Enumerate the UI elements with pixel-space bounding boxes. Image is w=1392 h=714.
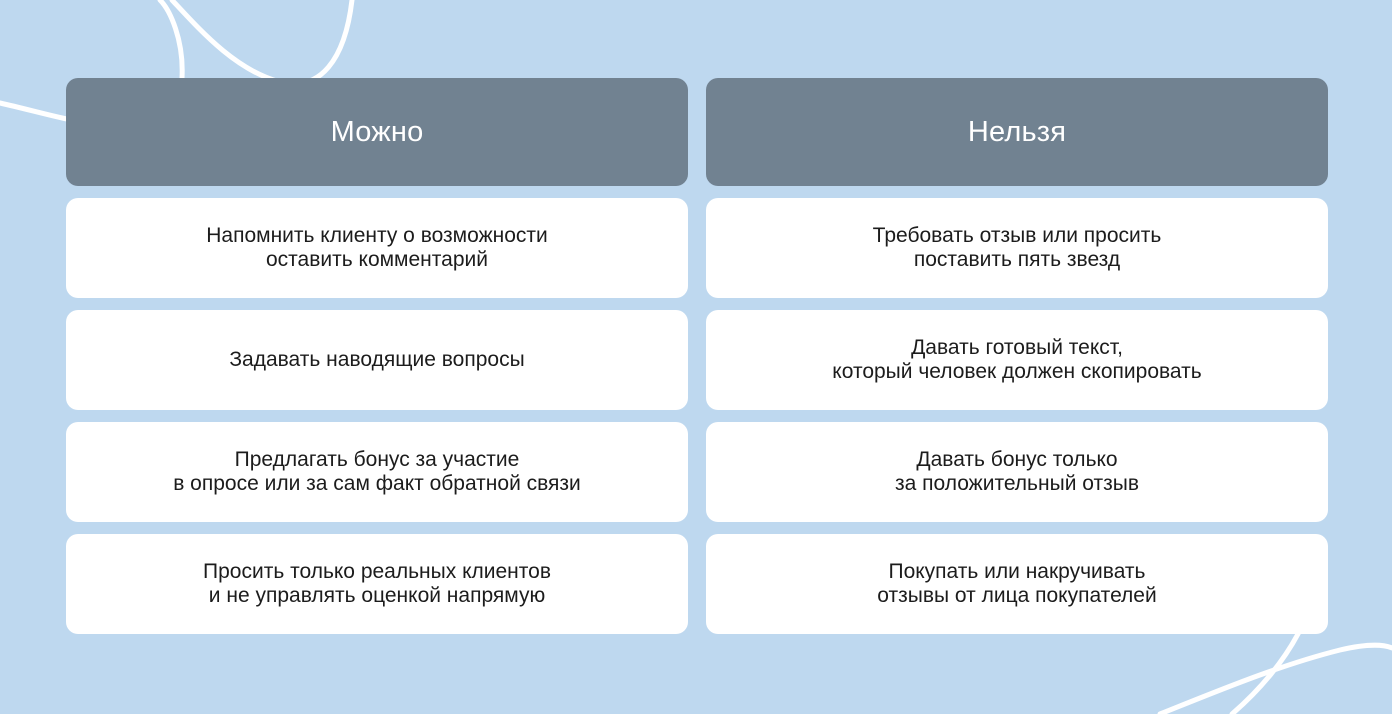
- column-header-allowed: Можно: [66, 78, 688, 186]
- column-forbidden: [706, 78, 1328, 634]
- forbidden-item: [706, 310, 1328, 410]
- forbidden-item-text: Давать готовый текст, который человек должен скопировать: [832, 336, 1202, 383]
- forbidden-item-text: Покупать или накручивать отзывы от лица покупателей: [877, 560, 1157, 607]
- column-header-forbidden: Нельзя: [706, 78, 1328, 186]
- allowed-item-text: Задавать наводящие вопросы: [229, 348, 525, 371]
- forbidden-item: [706, 534, 1328, 634]
- allowed-item-text: Просить только реальных клиентов и не управлять оценкой напрямую: [203, 560, 551, 607]
- forbidden-item-text: Давать бонус только за положительный отзыв: [895, 448, 1139, 495]
- allowed-item: [66, 422, 688, 522]
- allowed-item-text: Напомнить клиенту о возможности оставить комментарий: [206, 224, 548, 271]
- forbidden-item-text: Требовать отзыв или просить поставить пять звезд: [872, 224, 1162, 271]
- allowed-item-text: Предлагать бонус за участие в опросе или за сам факт обратной связи: [173, 448, 581, 495]
- forbidden-item: [706, 198, 1328, 298]
- allowed-item: [66, 534, 688, 634]
- allowed-item: [66, 198, 688, 298]
- column-allowed: [66, 78, 688, 634]
- forbidden-item: [706, 422, 1328, 522]
- allowed-item: [66, 310, 688, 410]
